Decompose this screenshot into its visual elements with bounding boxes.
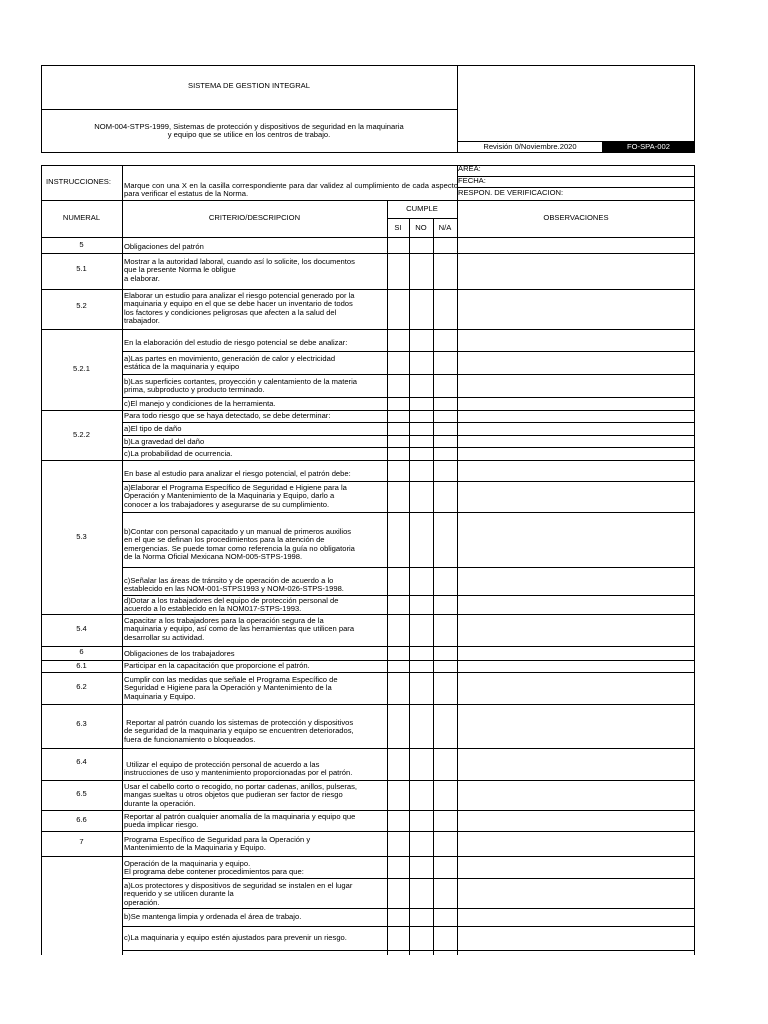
col-no: NO — [415, 223, 427, 232]
criteria-cell: d)Dotar a los trabajadores del equipo de protección personal de acuerdo a lo establecido en la NOM017-STPS-1993. — [124, 596, 339, 614]
numeral-line — [41, 810, 122, 811]
numeral-line — [41, 410, 122, 411]
row-line — [122, 810, 695, 811]
revision-label: Revisión 0/Noviembre.2020 — [483, 142, 577, 151]
row-line — [122, 512, 695, 513]
col-na: N/A — [438, 223, 452, 232]
criteria-cell: Cumplir con las medidas que señale el Programa Específico de Seguridad e Higiene para la Operación y Mantenimiento de la Maquinaria y Equipo. — [124, 675, 338, 701]
criteria-cell: Participar en la capacitación que proporcione el patrón. — [124, 661, 310, 670]
numeral-cell: 6.2 — [76, 682, 87, 691]
row-line — [122, 950, 695, 951]
instructions-label: INSTRUCCIONES: — [46, 177, 111, 186]
row-line — [122, 351, 695, 352]
numeral-cell: 6.4 — [76, 757, 87, 766]
table-header-top — [41, 200, 695, 201]
numeral-line — [41, 460, 122, 461]
row-line — [122, 704, 695, 705]
norm-title: NOM-004-STPS-1999, Sistemas de protección y dispositivos de seguridad en la maquinaria y equipo que se utilice en los centros de trabajo. — [94, 122, 404, 140]
col-numeral: NUMERAL — [62, 213, 101, 222]
numeral-cell: 5.3 — [76, 532, 87, 541]
numeral-cell: 5.2.1 — [73, 364, 90, 373]
numeral-line — [41, 253, 122, 254]
criteria-cell: b)La gravedad del daño — [124, 437, 205, 446]
criteria-cell: c)La maquinaria y equipo estén ajustados para prevenir un riesgo. — [124, 933, 347, 942]
row-line — [122, 329, 695, 330]
criteria-cell: b)Contar con personal capacitado y un manual de primeros auxilios en el que se definan los procedimientos para la atención de emergencias. Se puede tomar como referencia la guía no obligatoria de la Norma Oficial Mexicana NOM-005-STPS-1998. — [124, 527, 355, 562]
row-line — [122, 780, 695, 781]
row-line — [122, 646, 695, 647]
criteria-cell: c)Señalar las áreas de tránsito y de operación de acuerdo a lo establecido en las NOM-001-STPS1993 y NOM-026-STPS-1998. — [124, 576, 344, 594]
numeral-line — [41, 748, 122, 749]
criteria-cell: a)Las partes en movimiento, generación de calor y electricidad estática de la maquinaria y equipo — [124, 354, 336, 372]
criteria-cell: Operación de la maquinaria y equipo. El programa debe contener procedimientos para que: — [124, 859, 304, 877]
criteria-cell: Obligaciones de los trabajadores — [124, 649, 235, 658]
numeral-cell: 5.2.2 — [73, 430, 90, 439]
code-label: FO-SPA-002 — [627, 142, 670, 151]
criteria-cell: c)El manejo y condiciones de la herramienta. — [124, 399, 276, 408]
criteria-cell: Capacitar a los trabajadores para la operación segura de la maquinaria y equipo, así como de las herramientas que utilicen para desarrollar su actividad. — [124, 616, 355, 642]
numeral-cell: 7 — [79, 837, 84, 846]
system-title: SISTEMA DE GESTION INTEGRAL — [188, 81, 310, 90]
row-line — [122, 447, 695, 448]
responsible-label: RESPON. DE VERIFICACION: — [458, 188, 564, 197]
criteria-cell: En la elaboración del estudio de riesgo potencial se debe analizar: — [124, 338, 348, 347]
criteria-cell: a)Elaborar el Programa Específico de Seguridad e Higiene para la Operación y Mantenimiento de la Maquinaria y Equipo, darlo a conocer a los trabajadores y asegurarse de su cumplimiento. — [124, 483, 347, 509]
numeral-line — [41, 831, 122, 832]
numeral-line — [41, 856, 122, 857]
table-header-bottom — [41, 237, 695, 238]
numeral-cell: 6.1 — [76, 661, 87, 670]
numeral-cell: 5.4 — [76, 624, 87, 633]
row-line — [122, 253, 695, 254]
numeral-cell: 6.3 — [76, 719, 87, 728]
col-criteria: CRITERIO/DESCRIPCION — [208, 213, 301, 222]
numeral-cell: 5.1 — [76, 264, 87, 273]
area-line — [457, 176, 695, 177]
criteria-cell: Reportar al patrón cualquier anomalía de la maquinaria y equipo que pueda implicar riesgo. — [124, 812, 356, 830]
numeral-cell: 5 — [79, 240, 84, 249]
criteria-cell: b)Se mantenga limpia y ordenada el área de trabajo. — [124, 912, 302, 921]
row-line — [122, 481, 695, 482]
criteria-cell: Obligaciones del patrón — [124, 242, 204, 251]
col-line-si — [387, 200, 388, 955]
numeral-line — [41, 329, 122, 330]
numeral-line — [41, 780, 122, 781]
row-line — [122, 567, 695, 568]
numeral-line — [41, 646, 122, 647]
criteria-cell: Utilizar el equipo de protección personal de acuerdo a las instrucciones de uso y mantenimiento proporcionadas por el patrón. — [124, 760, 353, 778]
instructions-text: Marque con una X en la casilla correspondiente para dar validez al cumplimiento de cada aspecto para verificar el estatus de la Norma. — [124, 181, 458, 199]
numeral-line — [41, 614, 122, 615]
numeral-cell: 6.6 — [76, 815, 87, 824]
header-divider — [457, 65, 458, 153]
numeral-cell: 6.5 — [76, 789, 87, 798]
col-si: SI — [394, 223, 402, 232]
criteria-cell: Para todo riesgo que se haya detectado, se debe determinar: — [124, 411, 331, 420]
row-line — [122, 397, 695, 398]
row-line — [122, 422, 695, 423]
row-line — [122, 748, 695, 749]
criteria-cell: a)El tipo de daño — [124, 424, 182, 433]
criteria-cell: a)Los protectores y dispositivos de seguridad se instalen en el lugar requerido y se utilicen durante la operación. — [124, 881, 353, 907]
numeral-cell: 5.2 — [76, 301, 87, 310]
criteria-cell: En base al estudio para analizar el riesgo potencial, el patrón debe: — [124, 469, 351, 478]
cumple-subline — [387, 218, 457, 219]
date-label: FECHA: — [458, 176, 486, 185]
row-line — [122, 908, 695, 909]
header-mid-line — [41, 109, 457, 110]
row-line — [122, 856, 695, 857]
area-label: AREA: — [458, 164, 481, 173]
criteria-cell: Reportar al patrón cuando los sistemas de protección y dispositivos de seguridad de la maquinaria y equipo se encuentren deteriorados, fuera de funcionamiento o bloqueados. — [124, 718, 354, 744]
criteria-cell: Mostrar a la autoridad laboral, cuando así lo solicite, los documentos que la presente Norma le obligue a elaborar. — [124, 257, 355, 283]
criteria-cell: Usar el cabello corto o recogido, no portar cadenas, anillos, pulseras, mangas sueltas u otros objetos que pudieran ser factor de riesgo durante la operación. — [124, 782, 358, 808]
row-line — [122, 672, 695, 673]
row-line — [122, 435, 695, 436]
row-line — [122, 831, 695, 832]
col-line-criteria — [122, 165, 123, 955]
row-line — [122, 926, 695, 927]
col-line-obs — [457, 200, 458, 955]
numeral-line — [41, 672, 122, 673]
col-observations: OBSERVACIONES — [543, 213, 609, 222]
row-line — [122, 289, 695, 290]
criteria-cell: Elaborar un estudio para analizar el riesgo potencial generado por la maquinaria y equipo en el que se debe hacer un inventario de todos los factores y condiciones peligrosas que afecten a la salud del trabajador. — [124, 291, 355, 326]
criteria-cell: c)La probabilidad de ocurrencia. — [124, 449, 233, 458]
numeral-line — [41, 289, 122, 290]
numeral-line — [41, 660, 122, 661]
row-line — [122, 460, 695, 461]
criteria-cell: Programa Específico de Seguridad para la Operación y Mantenimiento de la Maquinaria y Equipo. — [124, 835, 311, 853]
numeral-line — [41, 704, 122, 705]
row-line — [122, 374, 695, 375]
row-line — [122, 614, 695, 615]
numeral-cell: 6 — [79, 647, 84, 656]
col-cumple: CUMPLE — [406, 204, 438, 213]
criteria-cell: b)Las superficies cortantes, proyección y calentamiento de la materia prima, subproducto y producto terminado. — [124, 377, 357, 395]
row-line — [122, 878, 695, 879]
